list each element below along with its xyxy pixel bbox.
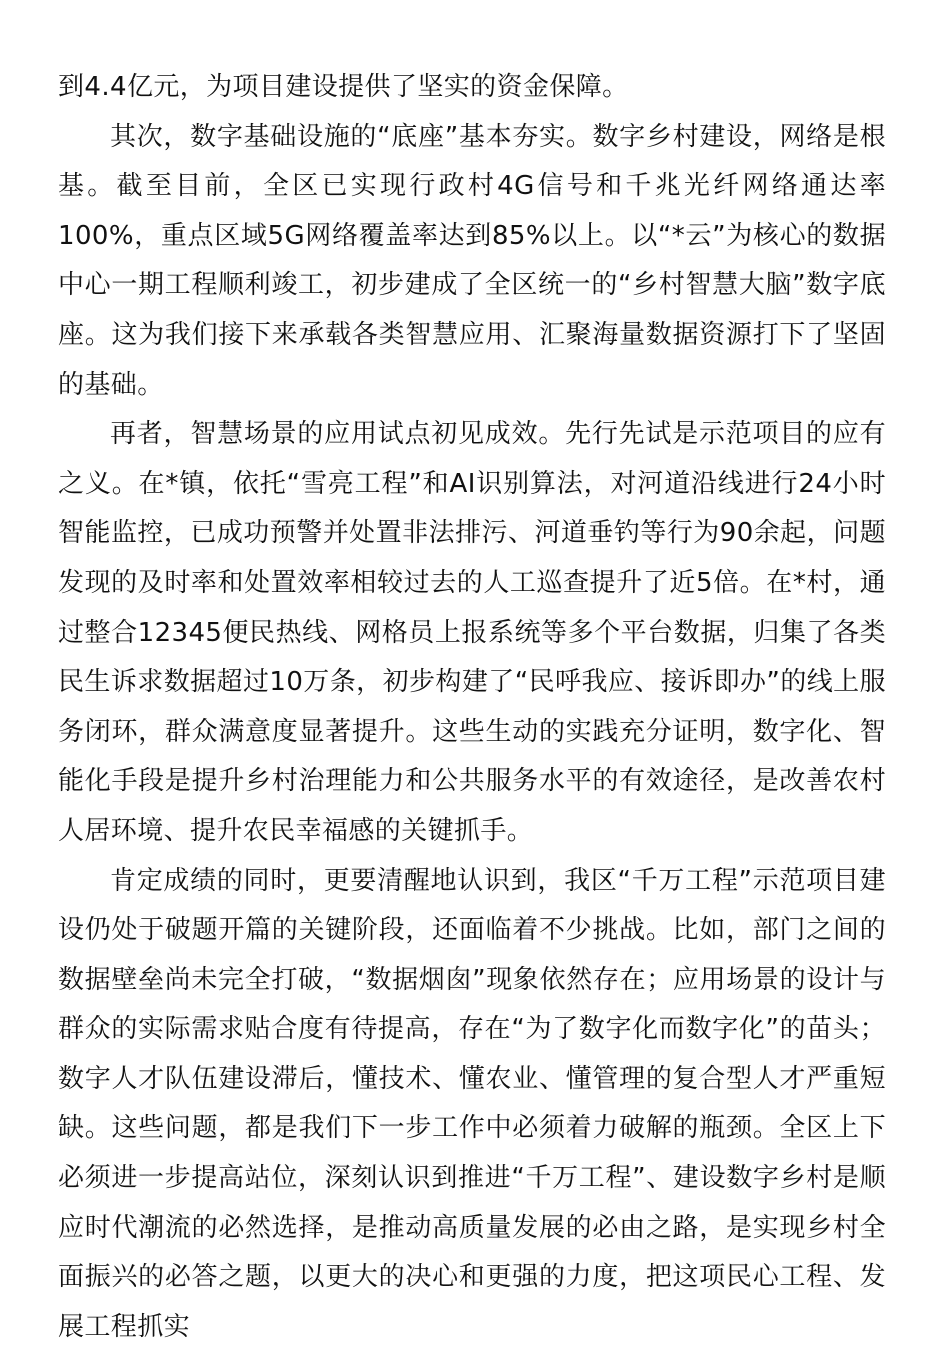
document-body bbox=[58, 63, 886, 1352]
paragraph-challenges: 肯定成绩的同时，更要清醒地认识到，我区“千万工程”示范项目建设仍处于破题开篇的关键阶段，还面临着不少挑战。比如，部门之间的数据壁垒尚未完全打破，“数据烟囱”现象依然存在；应用场景的设计与群众的实际需求贴合度有待提高，存在“为了数字化而数字化”的苗头；数字人才队伍建设滞后，懂技术、懂农业、懂管理的复合型人才严重短缺。这些问题，都是我们下一步工作中必须着力破解的瓶颈。全区上下必须进一步提高站位，深刻认识到推进“千万工程”、建设数字乡村是顺应时代潮流的必然选择，是推动高质量发展的必由之路，是实现乡村全面振兴的必答之题，以更大的决心和更强的力度，把这项民心工程、发展工程抓实 bbox=[58, 857, 886, 1352]
paragraph-continuation: 到4.4亿元，为项目建设提供了坚实的资金保障。 bbox=[58, 63, 886, 113]
paragraph-infrastructure: 其次，数字基础设施的“底座”基本夯实。数字乡村建设，网络是根基。截至目前，全区已实现行政村4G信号和千兆光纤网络通达率100%，重点区域5G网络覆盖率达到85%以上。以“*云”为核心的数据中心一期工程顺利竣工，初步建成了全区统一的“乡村智慧大脑”数字底座。这为我们接下来承载各类智慧应用、汇聚海量数据资源打下了坚固的基础。 bbox=[58, 113, 886, 411]
paragraph-smart-scenarios: 再者，智慧场景的应用试点初见成效。先行先试是示范项目的应有之义。在*镇，依托“雪亮工程”和AI识别算法，对河道沿线进行24小时智能监控，已成功预警并处置非法排污、河道垂钓等行为90余起，问题发现的及时率和处置效率相较过去的人工巡查提升了近5倍。在*村，通过整合12345便民热线、网格员上报系统等多个平台数据，归集了各类民生诉求数据超过10万条，初步构建了“民呼我应、接诉即办”的线上服务闭环，群众满意度显著提升。这些生动的实践充分证明，数字化、智能化手段是提升乡村治理能力和公共服务水平的有效途径，是改善农村人居环境、提升农民幸福感的关键抓手。 bbox=[58, 410, 886, 856]
